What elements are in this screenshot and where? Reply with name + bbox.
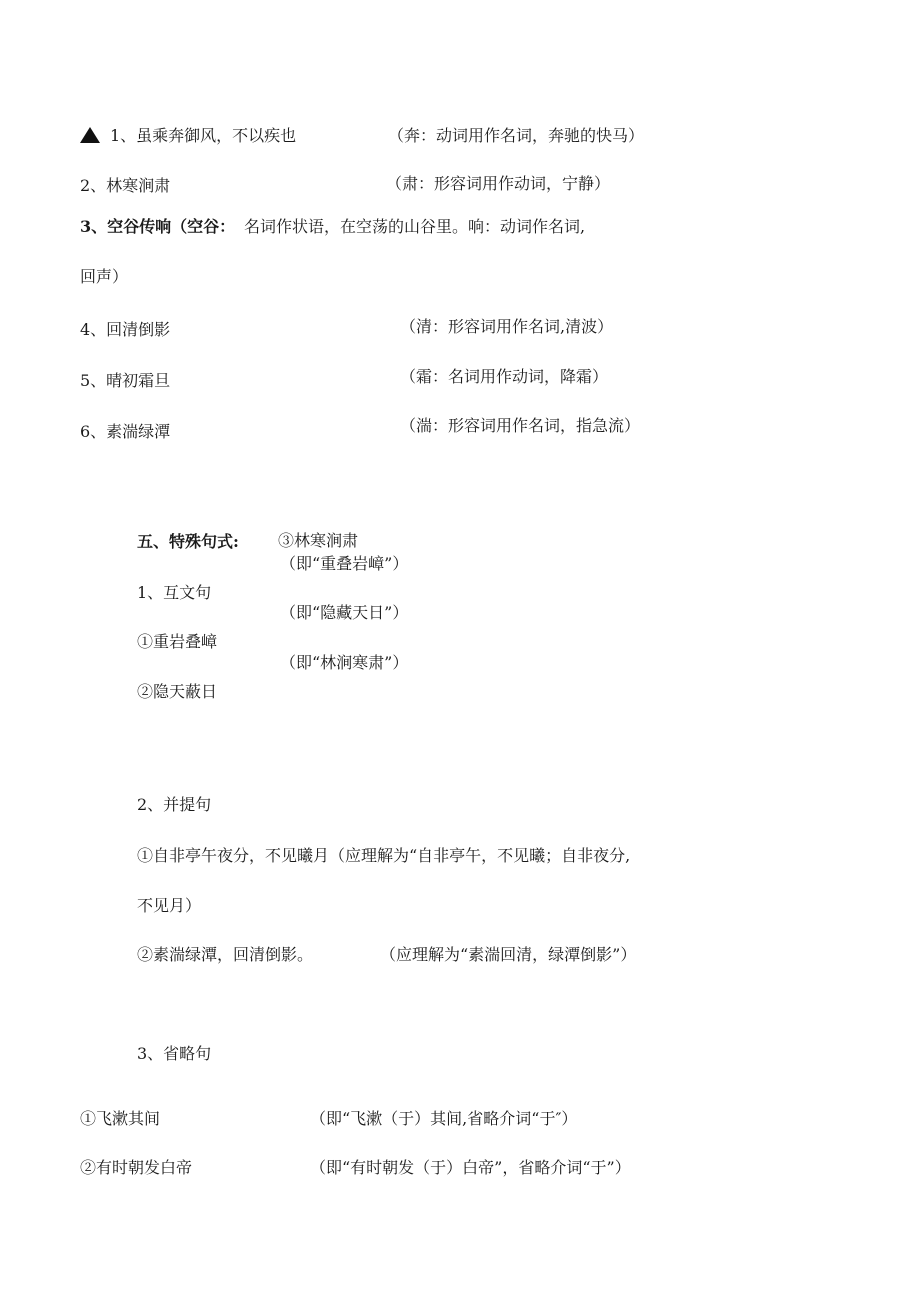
- huwen-item: ②隐天蔽日: [137, 682, 218, 701]
- bingti-note: （应理解为“素湍回清，绿潭倒影”）: [380, 945, 637, 964]
- list-item-text-bold: 3、空谷传响（空谷：: [80, 217, 236, 236]
- list-item-note: （霜：名词用作动词，降霜）: [400, 367, 609, 386]
- list-item-text-rest: 名词作状语，在空荡的山谷里。响：动词作名词,: [244, 217, 586, 236]
- triangle-bullet-icon: [80, 127, 100, 143]
- list-item-text: 6、素湍绿潭: [80, 422, 171, 441]
- bingti-item: ①自非亭午夜分，不见曦月（应理解为“自非亭午，不见曦；自非夜分,: [137, 846, 631, 865]
- huwen-note: （即“林涧寒肃”）: [280, 653, 409, 672]
- huwen-item: ①重岩叠嶂: [137, 632, 218, 651]
- bingti-item: ②素湍绿潭，回清倒影。: [137, 945, 314, 964]
- shenglue-item: ①飞漱其间: [80, 1109, 161, 1128]
- list-item-text-continuation: 回声）: [80, 267, 129, 286]
- huwen-note: （即“重叠岩嶂”）: [280, 554, 409, 573]
- list-item-text: 5、晴初霜旦: [80, 371, 171, 390]
- shenglue-item: ②有时朝发白帝: [80, 1158, 193, 1177]
- subsection-title: 3、省略句: [137, 1044, 212, 1063]
- subsection-title: 1、互文句: [137, 583, 212, 602]
- huwen-note: （即“隐藏天日”）: [280, 603, 409, 622]
- shenglue-note: （即“飞漱（于）其间,省略介词“于″）: [310, 1109, 578, 1128]
- list-item-text: 1、虽乘奔御风，不以疾也: [110, 126, 297, 145]
- list-item-note: （清：形容词用作名词,清波）: [400, 317, 614, 336]
- shenglue-note: （即“有时朝发（于）白帝”，省略介词“于”）: [310, 1158, 631, 1177]
- list-item-text: 4、回清倒影: [80, 320, 171, 339]
- section-heading: 五、特殊句式:: [137, 532, 239, 551]
- list-item-text: 2、林寒涧肃: [80, 176, 171, 195]
- subsection-title: 2、并提句: [137, 795, 212, 814]
- side-item: ③林寒涧肃: [278, 531, 359, 550]
- list-item-note: （湍：形容词用作名词，指急流）: [400, 416, 641, 435]
- list-item-note: （奔：动词用作名词，奔驰的快马）: [388, 126, 645, 145]
- list-item-note: （肃：形容词用作动词，宁静）: [386, 174, 611, 193]
- bingti-item-continuation: 不见月）: [137, 896, 202, 915]
